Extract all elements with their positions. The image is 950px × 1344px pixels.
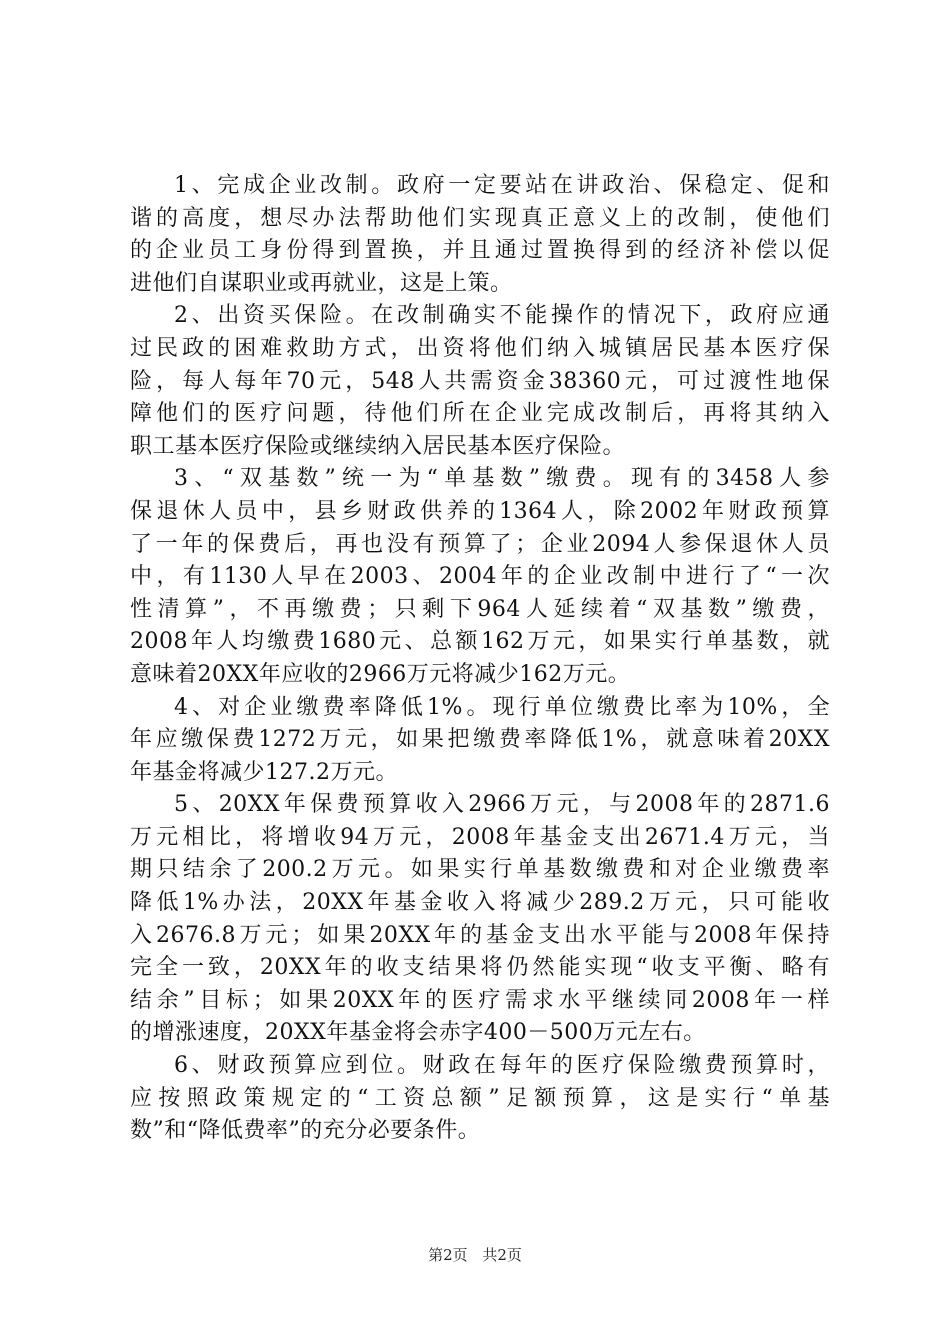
text-line: 职工基本医疗保险或继续纳入居民基本医疗保险。 xyxy=(130,433,626,459)
paragraph-p3 xyxy=(130,463,830,691)
text-line: 性清算”，不再缴费；只剩下964人延续着“双基数”缴费， xyxy=(130,596,830,622)
text-line: 应按照政策规定的“工资总额”足额预算，这是实行“单基 xyxy=(130,1085,830,1111)
text-line: 中，有1130人早在2003、2004年的企业改制中进行了“一次 xyxy=(130,564,830,590)
paragraph-p1 xyxy=(130,170,830,300)
text-line: 年应缴保费1272万元，如果把缴费率降低1%，就意味着20XX xyxy=(130,727,830,753)
page-total: 共2页 xyxy=(482,1246,522,1264)
paragraph-p5 xyxy=(130,789,830,1050)
text-line: 障他们的医疗问题，待他们所在企业完成改制后，再将其纳入 xyxy=(130,401,830,427)
text-line: 险，每人每年70元，548人共需资金38360元，可过渡性地保 xyxy=(130,368,830,394)
document-body xyxy=(130,170,830,1148)
text-line: 入2676.8万元；如果20XX年的基金支出水平能与2008年保持 xyxy=(130,922,830,948)
text-line: 了一年的保费后，再也没有预算了；企业2094人参保退休人员 xyxy=(130,531,830,557)
text-line: 的增涨速度，20XX年基金将会赤字400－500万元左右。 xyxy=(130,1020,706,1046)
text-line: 5、20XX年保费预算收入2966万元，与2008年的2871.6 xyxy=(174,792,830,818)
text-line: 保退休人员中，县乡财政供养的1364人，除2002年财政预算 xyxy=(130,498,830,524)
text-line: 1、完成企业改制。政府一定要站在讲政治、保稳定、促和 xyxy=(174,173,830,198)
text-line: 6、财政预算应到位。财政在每年的医疗保险缴费预算时， xyxy=(174,1053,830,1079)
text-line: 意味着20XX年应收的2966万元将减少162万元。 xyxy=(130,661,631,687)
text-line: 4、对企业缴费率降低1%。现行单位缴费比率为10%，全 xyxy=(174,694,830,720)
text-line: 结余”目标；如果20XX年的医疗需求水平继续同2008年一样 xyxy=(130,987,830,1013)
text-line: 年基金将减少127.2万元。 xyxy=(130,759,398,785)
page-footer xyxy=(0,1244,950,1265)
paragraph-p2 xyxy=(130,300,830,463)
text-line: 2008年人均缴费1680元、总额162万元，如果实行单基数，就 xyxy=(130,629,830,655)
text-line: 3、“双基数”统一为“单基数”缴费。现有的3458人参 xyxy=(174,466,830,492)
text-line: 期只结余了200.2万元。如果实行单基数缴费和对企业缴费率 xyxy=(130,857,830,883)
text-line: 进他们自谋职业或再就业，这是上策。 xyxy=(130,270,513,296)
paragraph-p4 xyxy=(130,692,830,790)
text-line: 谐的高度，想尽办法帮助他们实现真正意义上的改制，使他们 xyxy=(130,205,830,231)
text-line: 数”和“降低费率”的充分必要条件。 xyxy=(130,1118,481,1144)
text-line: 万元相比，将增收94万元，2008年基金支出2671.4万元，当 xyxy=(130,824,830,850)
text-line: 完全一致，20XX年的收支结果将仍然能实现“收支平衡、略有 xyxy=(130,955,830,981)
text-line: 的企业员工身份得到置换，并且通过置换得到的经济补偿以促 xyxy=(130,238,830,264)
page-number: 第2页 xyxy=(428,1246,468,1264)
text-line: 过民政的困难救助方式，出资将他们纳入城镇居民基本医疗保 xyxy=(130,335,830,361)
text-line: 2、出资买保险。在改制确实不能操作的情况下，政府应通 xyxy=(174,303,830,329)
text-line: 降低1%办法，20XX年基金收入将减少289.2万元，只可能收 xyxy=(130,890,830,916)
paragraph-p6 xyxy=(130,1050,830,1148)
